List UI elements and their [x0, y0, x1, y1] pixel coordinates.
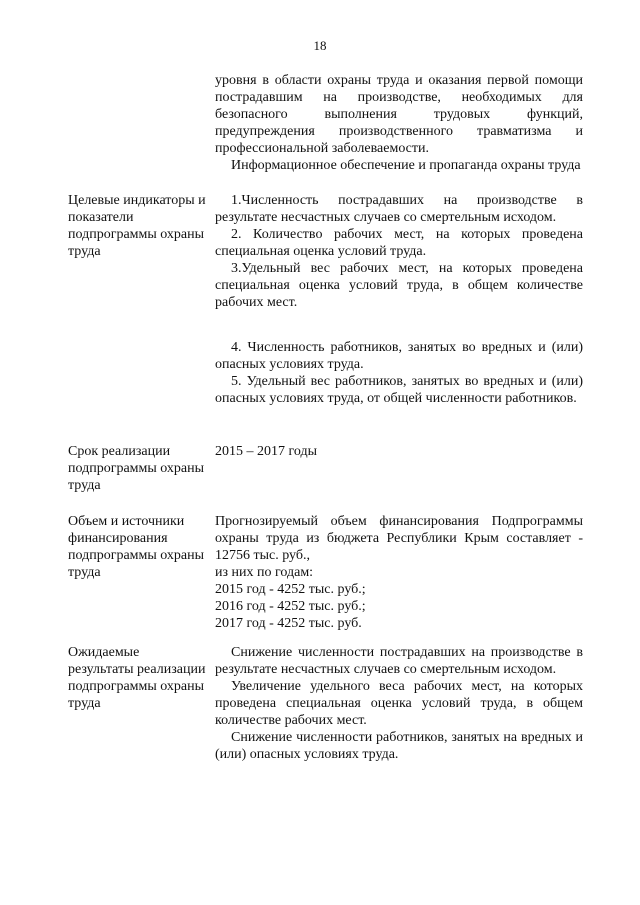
- funding-year-2015: 2015 год - 4252 тыс. руб.;: [215, 582, 366, 597]
- funding-label: Объем и источники финансирования подпрограммы охраны труда: [68, 514, 205, 580]
- indicators-label: Целевые индикаторы и показатели подпрограммы охраны труда: [68, 193, 206, 259]
- indicator-item: 1.Численность пострадавших на производстве в результате несчастных случаев со смертельным исходом.: [215, 193, 583, 225]
- info-heading: Информационное обеспечение и пропаганда охраны труда: [231, 158, 581, 173]
- page-number: 18: [313, 38, 327, 53]
- funding-content: [215, 513, 583, 632]
- result-item: Снижение численности работников, занятых на вредных и (или) опасных условиях труда.: [215, 730, 583, 762]
- funding-year-2017: 2017 год - 4252 тыс. руб.: [215, 616, 362, 631]
- indicator-item: 2. Количество рабочих мест, на которых проведена специальная оценка условий труда.: [215, 227, 583, 259]
- results-label: Ожидаемые результаты реализации подпрограммы охраны труда: [68, 645, 206, 711]
- intro-content: [215, 72, 583, 174]
- term-label: Срок реализации подпрограммы охраны труда: [68, 444, 205, 493]
- result-item: Увеличение удельного веса рабочих мест, на которых проведена специальная оценка условий труда, в общем количестве рабочих мест.: [215, 679, 583, 728]
- indicators-content: [215, 192, 583, 407]
- funding-text: Прогнозируемый объем финансирования Подпрограммы охраны труда из бюджета Республики Крым составляет - 12756 тыс. руб.,: [215, 514, 583, 563]
- term-content: [215, 443, 583, 460]
- indicator-item: 3.Удельный вес рабочих мест, на которых проведена специальная оценка условий труда, в общем количестве рабочих мест.: [215, 261, 583, 310]
- funding-year-2016: 2016 год - 4252 тыс. руб.;: [215, 599, 366, 614]
- funding-by-years: из них по годам:: [215, 565, 314, 580]
- result-item: Снижение численности пострадавших на производстве в результате несчастных случаев со смертельным исходом.: [215, 645, 583, 677]
- term-value: 2015 – 2017 годы: [215, 444, 318, 459]
- indicator-item: 5. Удельный вес работников, занятых во вредных и (или) опасных условиях труда, от общей численности работников.: [215, 374, 583, 406]
- indicator-item: 4. Численность работников, занятых во вредных и (или) опасных условиях труда.: [215, 340, 583, 372]
- intro-continuation: уровня в области охраны труда и оказания первой помощи пострадавшим на производстве, необходимых для безопасного выполнения трудовых функций, предупреждения производственного травматизма и профессиональной заболеваемости.: [215, 73, 583, 156]
- results-content: [215, 644, 583, 763]
